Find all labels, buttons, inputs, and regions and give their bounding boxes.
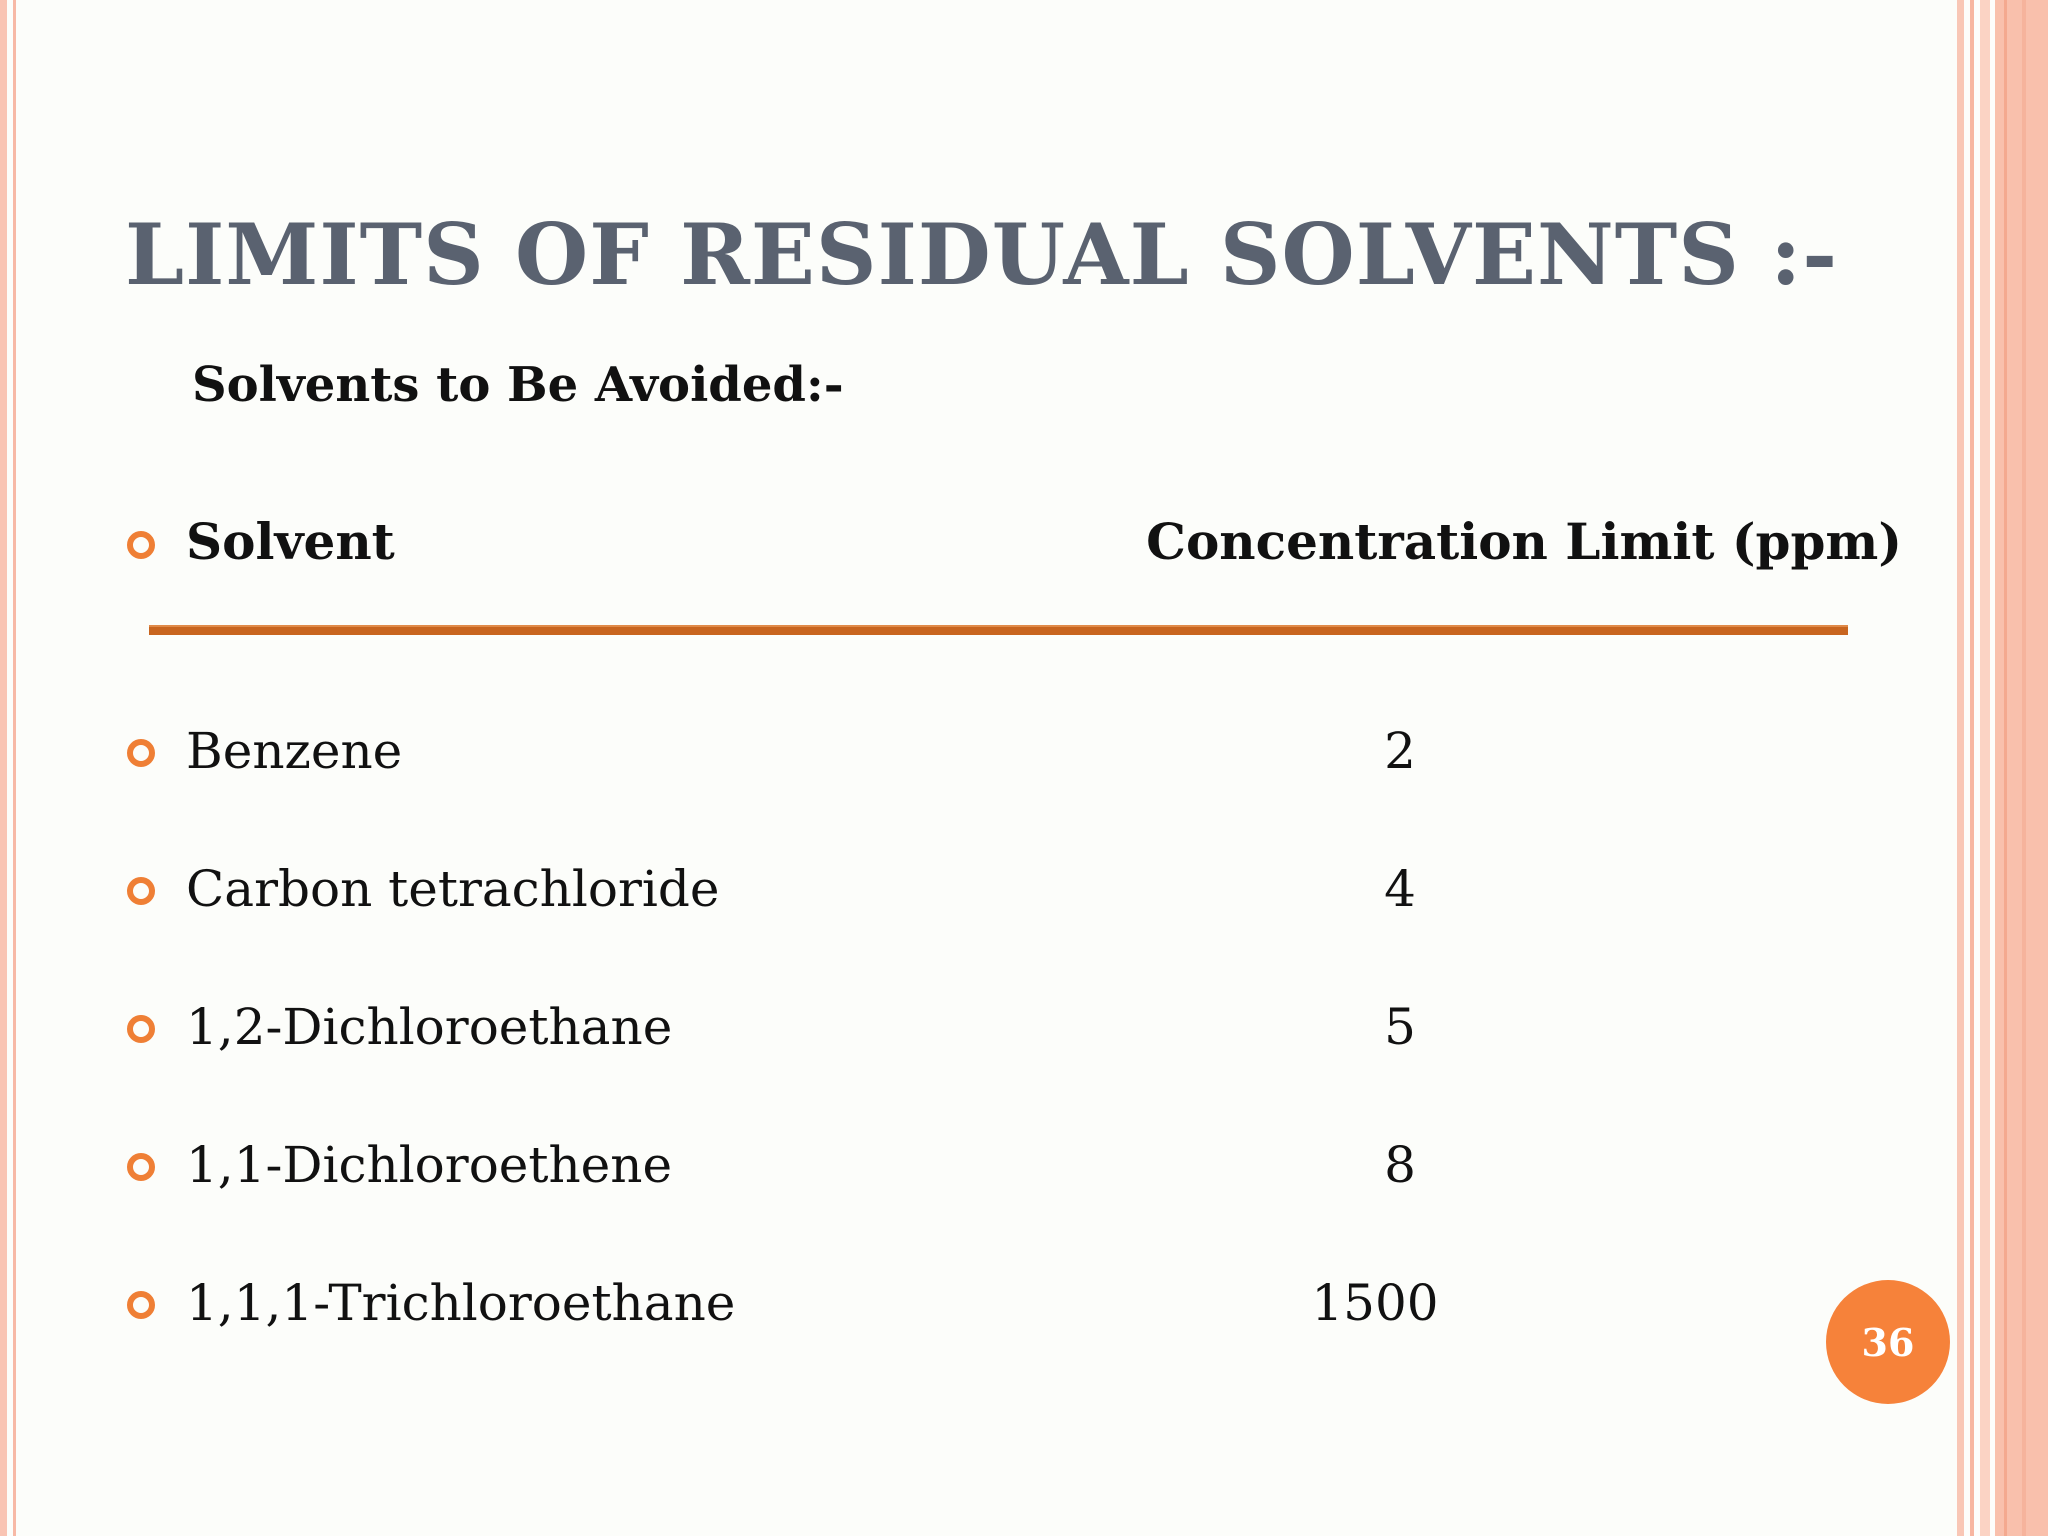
row-solvent: Benzene xyxy=(186,722,403,780)
row-limit: 2 xyxy=(1384,722,1416,780)
right-border-stripe xyxy=(2022,0,2026,1536)
row-solvent: 1,1-Dichloroethene xyxy=(186,1136,673,1194)
bullet-icon xyxy=(127,877,155,905)
column-header-limit: Concentration Limit (ppm) xyxy=(1146,512,1902,571)
slide-subtitle: Solvents to Be Avoided:- xyxy=(192,357,844,413)
right-border-stripe xyxy=(1970,0,1974,1536)
row-limit: 5 xyxy=(1384,998,1416,1056)
right-border-stripe xyxy=(2004,0,2007,1536)
left-border-decoration xyxy=(0,0,7,1536)
bullet-icon xyxy=(127,1153,155,1181)
right-border-stripe xyxy=(1980,0,1990,1536)
bullet-icon xyxy=(127,531,155,559)
row-limit: 4 xyxy=(1384,860,1416,918)
bullet-icon xyxy=(127,739,155,767)
slide-title: LIMITS OF RESIDUAL SOLVENTS :- xyxy=(125,205,1839,304)
bullet-icon xyxy=(127,1015,155,1043)
right-border-stripe xyxy=(1957,0,1964,1536)
row-solvent: Carbon tetrachloride xyxy=(186,860,720,918)
row-limit: 1500 xyxy=(1311,1274,1439,1332)
row-solvent: 1,1,1-Trichloroethane xyxy=(186,1274,736,1332)
bullet-icon xyxy=(127,1291,155,1319)
row-solvent: 1,2-Dichloroethane xyxy=(186,998,673,1056)
page-number-badge: 36 xyxy=(1826,1280,1950,1404)
left-border-line xyxy=(13,0,16,1536)
column-header-solvent: Solvent xyxy=(186,512,395,571)
row-limit: 8 xyxy=(1384,1136,1416,1194)
header-divider xyxy=(149,625,1848,635)
